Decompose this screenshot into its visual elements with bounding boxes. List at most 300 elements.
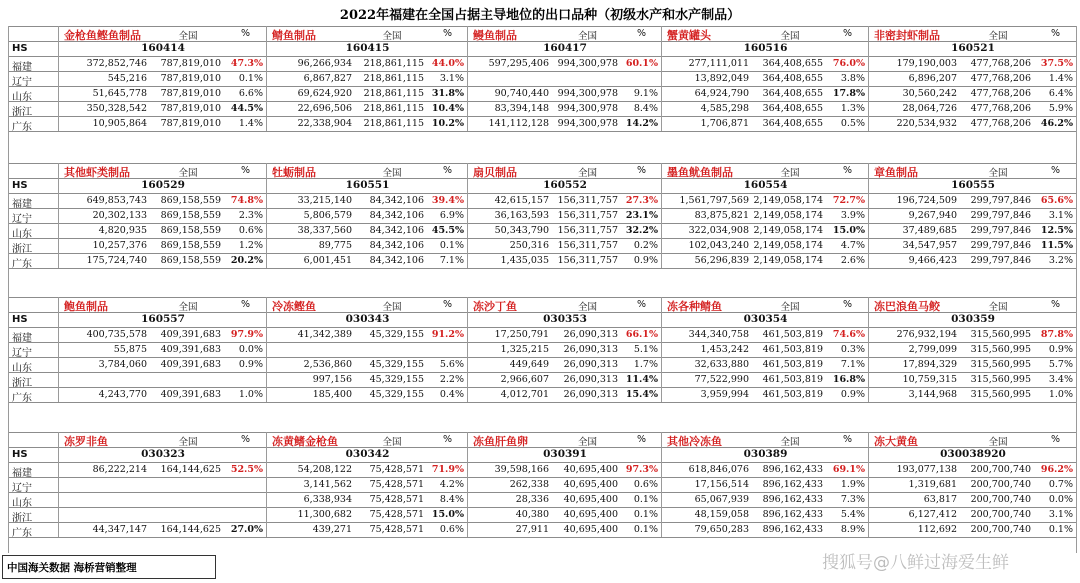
share-percent: 16.8% [832, 374, 865, 385]
national-header: 全国 [178, 168, 198, 179]
hs-label: HS [12, 43, 28, 54]
group-separator [868, 297, 869, 402]
national-export-value: 994,300,978 [557, 88, 618, 99]
row-line [8, 253, 1076, 254]
national-header: 全国 [577, 31, 597, 42]
national-header: 全国 [382, 168, 402, 179]
province-export-value: 10,759,315 [902, 374, 957, 385]
percent-header: % [636, 28, 647, 39]
product-name: 鳗鱼制品 [473, 29, 517, 42]
percent-header: % [842, 28, 853, 39]
row-line [8, 402, 1076, 403]
province-label: 广东 [12, 393, 32, 404]
national-export-value: 409,391,683 [160, 389, 221, 400]
product-name: 扇贝制品 [473, 166, 517, 179]
national-export-value: 869,158,559 [160, 255, 221, 266]
watermark-text: 搜狐号@八鲜过海爱生鲜 [822, 553, 1009, 573]
share-percent: 0.6% [439, 524, 464, 535]
national-export-value: 84,342,106 [369, 255, 424, 266]
national-export-value: 218,861,115 [363, 58, 424, 69]
share-percent: 69.1% [832, 464, 865, 475]
national-export-value: 409,391,683 [160, 329, 221, 340]
share-percent: 0.9% [633, 255, 658, 266]
national-export-value: 787,819,010 [160, 103, 221, 114]
row-line [8, 131, 1076, 132]
national-export-value: 84,342,106 [369, 210, 424, 221]
province-export-value: 38,337,560 [297, 225, 352, 236]
province-label: 山东 [12, 92, 32, 103]
share-percent: 3.8% [840, 73, 865, 84]
national-export-value: 156,311,757 [557, 210, 618, 221]
national-header: 全国 [178, 302, 198, 313]
national-export-value: 869,158,559 [160, 210, 221, 221]
share-percent: 32.2% [625, 225, 658, 236]
national-export-value: 299,797,846 [970, 225, 1031, 236]
group-separator [467, 163, 468, 268]
province-export-value: 997,156 [312, 374, 352, 385]
national-export-value: 315,560,995 [970, 374, 1031, 385]
province-label: 广东 [12, 259, 32, 270]
percent-header: % [1050, 28, 1061, 39]
province-label: 福建 [12, 62, 32, 73]
page-title: 2022年福建在全国占据主导地位的出口品种（初级水产和水产制品） [339, 8, 741, 23]
percent-header: % [240, 299, 251, 310]
province-export-value: 1,561,797,569 [679, 195, 749, 206]
national-export-value: 200,700,740 [970, 494, 1031, 505]
hs-code: 160555 [951, 179, 995, 191]
province-export-value: 17,156,514 [694, 479, 749, 490]
national-export-value: 200,700,740 [970, 509, 1031, 520]
national-export-value: 75,428,571 [369, 494, 424, 505]
share-percent: 1.2% [238, 240, 263, 251]
hs-code: 160521 [951, 42, 995, 54]
province-label: 福建 [12, 333, 32, 344]
province-export-value: 344,340,758 [688, 329, 749, 340]
province-export-value: 545,216 [107, 73, 147, 84]
product-name: 章鱼制品 [874, 166, 918, 179]
province-export-value: 55,875 [113, 344, 147, 355]
national-export-value: 26,090,313 [563, 329, 618, 340]
province-export-value: 28,336 [515, 494, 549, 505]
group-separator [868, 163, 869, 268]
province-export-value: 6,001,451 [303, 255, 352, 266]
hs-label: HS [12, 314, 28, 325]
national-export-value: 218,861,115 [363, 118, 424, 129]
percent-header: % [636, 434, 647, 445]
percent-header: % [240, 28, 251, 39]
province-export-value: 185,400 [312, 389, 352, 400]
national-export-value: 84,342,106 [369, 240, 424, 251]
block-hs-line [8, 462, 1076, 463]
share-percent: 0.1% [1048, 524, 1073, 535]
product-name: 牡蛎制品 [272, 166, 316, 179]
province-export-value: 350,328,542 [86, 103, 147, 114]
group-separator [467, 26, 468, 131]
province-export-value: 44,347,147 [92, 524, 147, 535]
share-percent: 87.8% [1040, 329, 1073, 340]
national-export-value: 477,768,206 [970, 88, 1031, 99]
province-export-value: 37,489,685 [902, 225, 957, 236]
national-export-value: 2,149,058,174 [753, 195, 823, 206]
share-percent: 27.3% [625, 195, 658, 206]
share-percent: 52.5% [230, 464, 263, 475]
share-percent: 7.3% [840, 494, 865, 505]
province-export-value: 13,892,049 [694, 73, 749, 84]
group-separator [661, 432, 662, 537]
national-export-value: 461,503,819 [762, 359, 823, 370]
province-export-value: 6,127,412 [908, 509, 957, 520]
share-percent: 7.1% [439, 255, 464, 266]
share-percent: 3.1% [1048, 509, 1073, 520]
hs-code: 160552 [543, 179, 587, 191]
percent-header: % [240, 165, 251, 176]
national-export-value: 2,149,058,174 [753, 240, 823, 251]
national-export-value: 787,819,010 [160, 58, 221, 69]
row-line [8, 537, 1076, 538]
product-name: 冻罗非鱼 [64, 435, 108, 448]
national-export-value: 2,149,058,174 [753, 225, 823, 236]
share-percent: 0.0% [1048, 494, 1073, 505]
group-separator [661, 297, 662, 402]
province-label: 浙江 [12, 107, 32, 118]
province-export-value: 39,598,166 [494, 464, 549, 475]
province-export-value: 179,190,003 [896, 58, 957, 69]
national-export-value: 994,300,978 [557, 103, 618, 114]
national-export-value: 299,797,846 [970, 210, 1031, 221]
share-percent: 5.7% [1048, 359, 1073, 370]
hs-code: 030354 [743, 313, 788, 325]
province-export-value: 2,966,607 [500, 374, 549, 385]
share-percent: 97.3% [625, 464, 658, 475]
province-export-value: 9,267,940 [908, 210, 957, 221]
hs-code: 160557 [141, 313, 185, 325]
province-label: 辽宁 [12, 348, 32, 359]
province-export-value: 4,243,770 [98, 389, 147, 400]
share-percent: 2.3% [238, 210, 263, 221]
percent-header: % [442, 165, 453, 176]
national-export-value: 787,819,010 [160, 73, 221, 84]
share-percent: 3.1% [439, 73, 464, 84]
province-export-value: 69,624,920 [297, 88, 352, 99]
national-export-value: 84,342,106 [369, 225, 424, 236]
share-percent: 3.2% [1048, 255, 1073, 266]
row-line [8, 101, 1076, 102]
group-separator [467, 297, 468, 402]
national-export-value: 2,149,058,174 [753, 255, 823, 266]
province-export-value: 34,547,957 [902, 240, 957, 251]
right-border [1076, 26, 1077, 553]
province-export-value: 175,724,740 [86, 255, 147, 266]
national-header: 全国 [382, 31, 402, 42]
hs-code: 030391 [543, 448, 587, 460]
province-label: 福建 [12, 468, 32, 479]
province-export-value: 9,466,423 [908, 255, 957, 266]
province-export-value: 17,250,791 [494, 329, 549, 340]
national-header: 全国 [178, 31, 198, 42]
row-line [8, 387, 1076, 388]
share-percent: 0.7% [1048, 479, 1073, 490]
province-export-value: 10,257,376 [92, 240, 147, 251]
percent-header: % [442, 434, 453, 445]
share-percent: 3.9% [840, 210, 865, 221]
province-export-value: 1,435,035 [500, 255, 549, 266]
national-header: 全国 [780, 437, 800, 448]
national-header: 全国 [988, 168, 1008, 179]
row-line [8, 238, 1076, 239]
province-export-value: 439,271 [312, 524, 352, 535]
province-export-value: 449,649 [509, 359, 549, 370]
share-percent: 8.4% [633, 103, 658, 114]
share-percent: 91.2% [431, 329, 464, 340]
province-export-value: 11,300,682 [297, 509, 352, 520]
share-percent: 7.1% [840, 359, 865, 370]
percent-header: % [442, 299, 453, 310]
share-percent: 39.4% [431, 195, 464, 206]
row-line [8, 223, 1076, 224]
province-label: 辽宁 [12, 483, 32, 494]
share-percent: 15.0% [431, 509, 464, 520]
share-percent: 44.0% [431, 58, 464, 69]
national-export-value: 40,695,400 [563, 464, 618, 475]
hs-code: 160551 [345, 179, 390, 191]
national-export-value: 26,090,313 [563, 344, 618, 355]
percent-header: % [636, 165, 647, 176]
hs-code: 030343 [345, 313, 390, 325]
share-percent: 0.9% [1048, 344, 1073, 355]
row-line [8, 507, 1076, 508]
province-label: 福建 [12, 199, 32, 210]
hs-label: HS [12, 180, 28, 191]
national-export-value: 364,408,655 [762, 73, 823, 84]
share-percent: 14.2% [625, 118, 658, 129]
national-header: 全国 [577, 437, 597, 448]
province-export-value: 1,706,871 [700, 118, 749, 129]
province-export-value: 40,380 [515, 509, 549, 520]
share-percent: 74.8% [230, 195, 263, 206]
province-label: 广东 [12, 122, 32, 133]
share-percent: 1.7% [633, 359, 658, 370]
product-name: 其他虾类制品 [64, 166, 130, 179]
province-export-value: 28,064,726 [902, 103, 957, 114]
province-export-value: 196,724,509 [896, 195, 957, 206]
share-percent: 15.0% [832, 225, 865, 236]
province-export-value: 141,112,128 [488, 118, 549, 129]
province-export-value: 2,799,099 [908, 344, 957, 355]
hs-code: 030323 [141, 448, 185, 460]
national-header: 全国 [988, 302, 1008, 313]
share-percent: 0.1% [439, 240, 464, 251]
share-percent: 23.1% [625, 210, 658, 221]
national-export-value: 40,695,400 [563, 479, 618, 490]
province-export-value: 32,633,880 [694, 359, 749, 370]
province-export-value: 42,615,157 [494, 195, 549, 206]
group-separator [266, 297, 267, 402]
province-export-value: 64,924,790 [694, 88, 749, 99]
national-export-value: 315,560,995 [970, 389, 1031, 400]
province-export-value: 5,806,579 [303, 210, 352, 221]
national-export-value: 156,311,757 [557, 240, 618, 251]
hs-code: 030353 [543, 313, 587, 325]
hs-label: HS [12, 449, 28, 460]
national-export-value: 299,797,846 [970, 240, 1031, 251]
province-label: 山东 [12, 498, 32, 509]
province-export-value: 277,111,011 [688, 58, 749, 69]
national-header: 全国 [780, 168, 800, 179]
left-border [8, 26, 9, 553]
block-hs-line [8, 327, 1076, 328]
national-export-value: 409,391,683 [160, 344, 221, 355]
province-export-value: 112,692 [917, 524, 957, 535]
block-hs-line [8, 193, 1076, 194]
share-percent: 1.4% [1048, 73, 1073, 84]
share-percent: 0.1% [633, 524, 658, 535]
share-percent: 15.4% [625, 389, 658, 400]
national-export-value: 477,768,206 [970, 118, 1031, 129]
national-header: 全国 [178, 437, 198, 448]
province-export-value: 10,905,864 [92, 118, 147, 129]
national-export-value: 200,700,740 [970, 524, 1031, 535]
product-name: 鲍鱼制品 [64, 300, 108, 313]
national-export-value: 200,700,740 [970, 464, 1031, 475]
share-percent: 4.2% [439, 479, 464, 490]
province-label: 辽宁 [12, 214, 32, 225]
national-export-value: 45,329,155 [369, 389, 424, 400]
row-line [8, 477, 1076, 478]
national-export-value: 477,768,206 [970, 58, 1031, 69]
percent-header: % [636, 299, 647, 310]
share-percent: 6.6% [238, 88, 263, 99]
national-export-value: 218,861,115 [363, 73, 424, 84]
share-percent: 20.2% [230, 255, 263, 266]
national-header: 全国 [780, 302, 800, 313]
row-line [8, 357, 1076, 358]
product-name: 蟹黄罐头 [667, 29, 711, 42]
national-header: 全国 [382, 437, 402, 448]
national-export-value: 896,162,433 [762, 509, 823, 520]
share-percent: 27.0% [230, 524, 263, 535]
province-label: 山东 [12, 229, 32, 240]
share-percent: 0.9% [238, 359, 263, 370]
row-line [8, 116, 1076, 117]
national-export-value: 26,090,313 [563, 389, 618, 400]
product-name: 鲭鱼制品 [272, 29, 316, 42]
share-percent: 0.1% [238, 73, 263, 84]
province-export-value: 17,894,329 [902, 359, 957, 370]
national-export-value: 26,090,313 [563, 359, 618, 370]
row-line [8, 522, 1076, 523]
share-percent: 45.5% [431, 225, 464, 236]
province-export-value: 1,319,681 [908, 479, 957, 490]
national-export-value: 364,408,655 [762, 103, 823, 114]
national-export-value: 40,695,400 [563, 494, 618, 505]
national-export-value: 156,311,757 [557, 195, 618, 206]
share-percent: 71.9% [431, 464, 464, 475]
source-note: 中国海关数据 海桥营销整理 [2, 555, 216, 579]
national-export-value: 461,503,819 [762, 389, 823, 400]
product-name: 冻各种鲭鱼 [667, 300, 722, 313]
province-export-value: 4,585,298 [700, 103, 749, 114]
share-percent: 72.7% [832, 195, 865, 206]
share-percent: 1.4% [238, 118, 263, 129]
province-export-value: 2,536,860 [303, 359, 352, 370]
share-percent: 31.8% [431, 88, 464, 99]
national-export-value: 896,162,433 [762, 464, 823, 475]
national-export-value: 364,408,655 [762, 88, 823, 99]
national-export-value: 461,503,819 [762, 344, 823, 355]
product-name: 金枪鱼鲣鱼制品 [64, 29, 141, 42]
hs-code: 160529 [141, 179, 185, 191]
share-percent: 10.2% [431, 118, 464, 129]
national-export-value: 26,090,313 [563, 374, 618, 385]
share-percent: 0.6% [238, 225, 263, 236]
province-export-value: 48,159,058 [694, 509, 749, 520]
province-export-value: 4,820,935 [98, 225, 147, 236]
share-percent: 11.5% [1040, 240, 1073, 251]
hs-code: 030359 [951, 313, 995, 325]
national-header: 全国 [780, 31, 800, 42]
national-export-value: 75,428,571 [369, 524, 424, 535]
percent-header: % [1050, 165, 1061, 176]
province-export-value: 1,453,242 [700, 344, 749, 355]
national-export-value: 315,560,995 [970, 329, 1031, 340]
province-export-value: 276,932,194 [896, 329, 957, 340]
province-export-value: 102,043,240 [688, 240, 749, 251]
national-export-value: 364,408,655 [762, 118, 823, 129]
share-percent: 0.9% [840, 389, 865, 400]
national-export-value: 461,503,819 [762, 329, 823, 340]
national-export-value: 164,144,625 [160, 524, 221, 535]
national-export-value: 75,428,571 [369, 509, 424, 520]
hs-code: 160414 [141, 42, 185, 54]
national-export-value: 2,149,058,174 [753, 210, 823, 221]
province-export-value: 22,696,506 [297, 103, 352, 114]
province-export-value: 4,012,701 [500, 389, 549, 400]
percent-header: % [842, 299, 853, 310]
percent-header: % [842, 434, 853, 445]
share-percent: 0.3% [840, 344, 865, 355]
share-percent: 1.9% [840, 479, 865, 490]
product-name: 墨鱼鱿鱼制品 [667, 166, 733, 179]
share-percent: 5.6% [439, 359, 464, 370]
row-line [8, 86, 1076, 87]
share-percent: 1.0% [238, 389, 263, 400]
national-header: 全国 [988, 437, 1008, 448]
share-percent: 96.2% [1040, 464, 1073, 475]
province-export-value: 193,077,138 [896, 464, 957, 475]
share-percent: 5.1% [633, 344, 658, 355]
province-export-value: 77,522,990 [694, 374, 749, 385]
share-percent: 0.0% [238, 344, 263, 355]
province-export-value: 65,067,939 [694, 494, 749, 505]
province-export-value: 63,817 [923, 494, 957, 505]
share-percent: 44.5% [230, 103, 263, 114]
hs-code: 030389 [743, 448, 788, 460]
share-percent: 65.6% [1040, 195, 1073, 206]
product-name: 冷冻鲣鱼 [272, 300, 316, 313]
share-percent: 3.4% [1048, 374, 1073, 385]
group-separator [467, 432, 468, 537]
share-percent: 4.7% [840, 240, 865, 251]
national-export-value: 787,819,010 [160, 88, 221, 99]
row-line [8, 208, 1076, 209]
province-label: 浙江 [12, 378, 32, 389]
row-line [8, 492, 1076, 493]
share-percent: 3.1% [1048, 210, 1073, 221]
national-export-value: 364,408,655 [762, 58, 823, 69]
national-export-value: 218,861,115 [363, 103, 424, 114]
national-export-value: 75,428,571 [369, 464, 424, 475]
national-header: 全国 [382, 302, 402, 313]
